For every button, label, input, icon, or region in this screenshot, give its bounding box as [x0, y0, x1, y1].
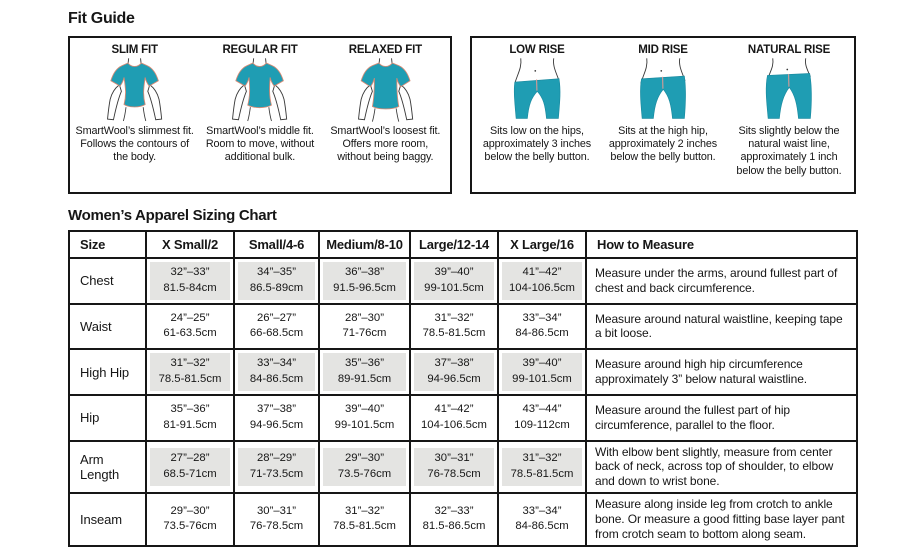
size-inches: 31”–32” [434, 311, 474, 324]
size-cm: 73.5-76cm [337, 467, 392, 480]
low-rise-pants-icon [497, 57, 576, 123]
size-value-cell [234, 258, 319, 304]
how-to-measure-text: Measure under the arms, around fullest part of chest and back circumference. [586, 258, 857, 304]
size-value [323, 501, 406, 539]
size-inches: 26”–27” [257, 311, 296, 324]
size-value-cell [498, 493, 586, 546]
size-value-cell [234, 493, 319, 546]
size-cm: 76-78.5cm [427, 467, 481, 480]
how-to-measure-text: With elbow bent slightly, measure from center back of neck, across top of shoulder, to elbow and down to wrist bone. [586, 441, 857, 494]
column-header: Small/4-6 [234, 231, 319, 258]
size-cm: 78.5-81.5cm [510, 467, 574, 480]
size-inches: 31”–32” [522, 452, 562, 464]
size-inches: 33”–34” [522, 311, 562, 324]
how-to-measure-text: Measure around natural waistline, keeping tape a bit loose. [586, 304, 857, 350]
size-cm: 99-101.5cm [424, 281, 484, 294]
size-value-cell [319, 304, 410, 350]
size-value-cell [498, 349, 586, 395]
size-value-cell [319, 349, 410, 395]
size-value-cell [410, 258, 498, 304]
size-value-cell [146, 349, 234, 395]
size-value [323, 262, 406, 300]
relaxed-fit-shirt-icon [346, 57, 425, 123]
size-cm: 71-76cm [342, 327, 387, 340]
size-cm: 81.5-84cm [163, 281, 217, 294]
size-value [414, 399, 494, 437]
size-inches: 31”–32” [345, 504, 384, 517]
rise-card-description: Sits slightly below the natural waist line, approximately 1 inch below the belly button. [736, 125, 842, 177]
mid-rise-pants-icon [623, 57, 702, 123]
table-row [69, 258, 857, 304]
rise-card-title: NATURAL RISE [747, 44, 831, 56]
fit-card-slim [72, 44, 197, 188]
fit-card-description: SmartWool’s loosest fit. Offers more room, without being baggy. [330, 125, 441, 164]
size-value [502, 501, 582, 539]
size-value [323, 399, 406, 437]
size-value-cell [234, 441, 319, 494]
size-cm: 91.5-96.5cm [333, 281, 396, 294]
fit-card-regular [197, 44, 322, 188]
size-value [150, 262, 230, 300]
column-header: Medium/8-10 [319, 231, 410, 258]
size-value [502, 448, 582, 486]
size-inches: 29”–30” [345, 452, 384, 464]
regular-fit-shirt-icon [220, 57, 299, 123]
column-header: Large/12-14 [410, 231, 498, 258]
rise-card-description: Sits at the high hip, approximately 2 inches below the belly button. [608, 125, 718, 164]
size-inches: 32”–33” [434, 504, 474, 517]
size-value [414, 308, 494, 346]
size-inches: 35”–36” [345, 357, 384, 370]
table-row [69, 441, 857, 494]
rise-card-low [474, 44, 600, 188]
size-value [150, 308, 230, 346]
size-cm: 94-96.5cm [249, 418, 304, 431]
size-inches: 35”–36” [170, 402, 210, 415]
fit-guide-panels [68, 36, 856, 194]
rise-card-natural [726, 44, 852, 188]
size-inches: 31”–32” [170, 357, 210, 370]
size-value [238, 308, 315, 346]
size-inches: 37”–38” [434, 357, 474, 370]
header-row [69, 231, 857, 258]
how-to-measure-text: Measure around the fullest part of hip circumference, parallel to the floor. [586, 395, 857, 441]
size-value [323, 448, 406, 486]
size-inches: 41”–42” [434, 402, 474, 415]
size-value-cell [498, 258, 586, 304]
size-inches: 39”–40” [522, 357, 562, 370]
size-inches: 33”–34” [522, 504, 562, 517]
sizing-chart-header [69, 231, 857, 258]
size-value [238, 262, 315, 300]
size-value-cell [146, 258, 234, 304]
fit-card-title: REGULAR FIT [222, 44, 298, 56]
size-cm: 89-91.5cm [337, 373, 392, 386]
sizing-chart-body [69, 258, 857, 546]
size-cm: 81-91.5cm [163, 418, 217, 431]
sizing-chart-table [68, 230, 858, 547]
size-value [414, 448, 494, 486]
size-value [414, 262, 494, 300]
size-value-cell [410, 441, 498, 494]
size-cm: 78.5-81.5cm [333, 520, 396, 533]
table-row [69, 395, 857, 441]
size-inches: 36”–38” [345, 266, 384, 278]
slim-fit-shirt-icon [95, 57, 174, 123]
bottoms-rise-panel [470, 36, 856, 194]
rise-card-description: Sits low on the hips, approximately 3 inches below the belly button. [482, 125, 592, 164]
size-value [238, 353, 315, 391]
size-cm: 104-106.5cm [421, 418, 487, 431]
size-value-cell [319, 395, 410, 441]
size-value [238, 448, 315, 486]
size-value [150, 353, 230, 391]
size-value [502, 262, 582, 300]
fit-card-relaxed [323, 44, 448, 188]
size-inches: 39”–40” [434, 266, 474, 278]
row-label: Arm Length [69, 441, 146, 494]
size-inches: 29”–30” [170, 504, 210, 517]
table-row [69, 349, 857, 395]
column-header: X Small/2 [146, 231, 234, 258]
natural-rise-pants-icon [749, 57, 828, 123]
size-cm: 66-68.5cm [249, 327, 304, 340]
size-value-cell [319, 258, 410, 304]
size-cm: 99-101.5cm [334, 418, 395, 431]
size-value-cell [410, 395, 498, 441]
size-value-cell [146, 493, 234, 546]
fit-card-title: RELAXED FIT [348, 44, 422, 56]
row-label: Chest [69, 258, 146, 304]
size-value-cell [410, 304, 498, 350]
rise-card-title: MID RISE [638, 44, 688, 56]
size-cm: 94-96.5cm [427, 373, 481, 386]
size-cm: 78.5-81.5cm [158, 373, 222, 386]
size-value [150, 399, 230, 437]
size-value-cell [498, 395, 586, 441]
size-value [238, 501, 315, 539]
size-cm: 84-86.5cm [249, 373, 304, 386]
column-header: How to Measure [586, 231, 857, 258]
sizing-chart-title: Women’s Apparel Sizing Chart [68, 207, 277, 224]
column-header: Size [69, 231, 146, 258]
size-inches: 28”–29” [257, 452, 296, 464]
size-value-cell [234, 304, 319, 350]
size-cm: 68.5-71cm [163, 467, 217, 480]
size-cm: 71-73.5cm [249, 467, 304, 480]
size-value [414, 501, 494, 539]
size-inches: 33”–34” [257, 357, 296, 370]
size-cm: 81.5-86.5cm [422, 520, 486, 533]
how-to-measure-text: Measure around high hip circumference approximately 3” below natural waistline. [586, 349, 857, 395]
size-inches: 27”–28” [170, 452, 210, 464]
size-cm: 109-112cm [514, 418, 570, 431]
size-value [238, 399, 315, 437]
rise-card-title: LOW RISE [509, 44, 565, 56]
size-inches: 41”–42” [522, 266, 562, 278]
row-label: Hip [69, 395, 146, 441]
size-cm: 84-86.5cm [515, 327, 569, 340]
size-value-cell [410, 493, 498, 546]
size-cm: 78.5-81.5cm [422, 327, 486, 340]
size-cm: 76-78.5cm [249, 520, 304, 533]
table-row [69, 304, 857, 350]
fit-card-title: SLIM FIT [111, 44, 158, 56]
size-value-cell [498, 304, 586, 350]
size-value-cell [146, 441, 234, 494]
size-inches: 24”–25” [170, 311, 210, 324]
size-inches: 34”–35” [257, 266, 296, 278]
column-header: X Large/16 [498, 231, 586, 258]
size-cm: 86.5-89cm [249, 281, 304, 294]
size-value [150, 448, 230, 486]
size-value [323, 308, 406, 346]
size-value-cell [146, 395, 234, 441]
size-value-cell [234, 349, 319, 395]
size-value [502, 308, 582, 346]
fit-card-description: SmartWool’s slimmest fit. Follows the contours of the body. [75, 125, 194, 164]
rise-card-mid [600, 44, 726, 188]
size-value [150, 501, 230, 539]
size-value [502, 399, 582, 437]
fit-card-description: SmartWool’s middle fit. Room to move, without additional bulk. [205, 125, 315, 164]
row-label: Inseam [69, 493, 146, 546]
size-cm: 104-106.5cm [509, 281, 575, 294]
size-inches: 28”–30” [345, 311, 384, 324]
size-inches: 30”–31” [434, 452, 474, 464]
size-inches: 32”–33” [170, 266, 210, 278]
size-value [414, 353, 494, 391]
row-label: High Hip [69, 349, 146, 395]
size-value-cell [410, 349, 498, 395]
size-value [323, 353, 406, 391]
size-cm: 61-63.5cm [163, 327, 217, 340]
row-label: Waist [69, 304, 146, 350]
size-value-cell [234, 395, 319, 441]
size-cm: 84-86.5cm [515, 520, 569, 533]
size-inches: 39”–40” [345, 402, 384, 415]
size-cm: 99-101.5cm [512, 373, 572, 386]
size-inches: 30”–31” [257, 504, 296, 517]
size-value-cell [319, 441, 410, 494]
size-value-cell [498, 441, 586, 494]
table-row [69, 493, 857, 546]
tops-fit-panel [68, 36, 452, 194]
size-cm: 73.5-76cm [163, 520, 217, 533]
size-value-cell [146, 304, 234, 350]
size-inches: 37”–38” [257, 402, 296, 415]
size-value [502, 353, 582, 391]
size-inches: 43”–44” [522, 402, 562, 415]
how-to-measure-text: Measure along inside leg from crotch to ankle bone. Or measure a good fitting base layer pant from crotch seam to bottom along seam. [586, 493, 857, 546]
size-value-cell [319, 493, 410, 546]
fit-guide-title: Fit Guide [68, 10, 135, 27]
